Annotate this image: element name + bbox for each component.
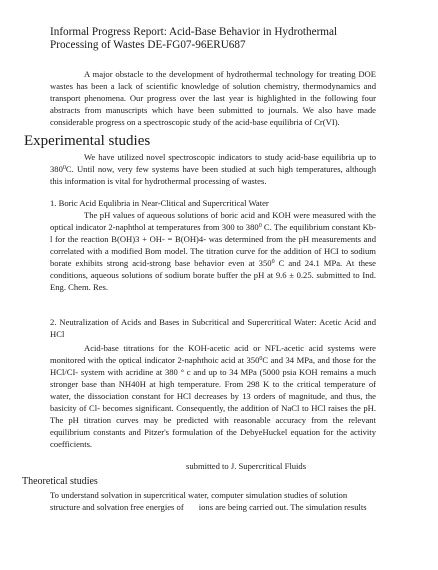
theoretical-heading: Theoretical studies xyxy=(22,476,98,487)
section1-body: The pH values of aqueous solutions of boric acid and KOH were measured with the optical indicator 2-naphthol at temperatures from 300 to $380^0$ C. The equilibrium constant Kb-l for the reaction B(OH)3 + OH- = B(OH)4- was determined from the pH measurements and correlated with a modified Bom model. The titration curve for the addition of HCI to sodium borate exhibits strong acid-strong base behavior even at $350^0$ C and 24.1 MPa. At these conditions, aqueous solutions of sodium borate buffer the pH at 9.6 ± 0.25. submitted to Ind. Eng. Chem. Res. xyxy=(50,210,376,292)
report-title: Informal Progress Report: Acid-Base Behavior in Hydrothermal Processing of Wastes DE-FG07-96ERU687 xyxy=(50,26,338,51)
experimental-intro: We have utilized novel spectroscopic indicators to study acid-base equilibria up to $380^0C$. Until now, very few systems have been studied at such high temperatures, although this information is vital for hydrothermal processing of wastes. xyxy=(50,152,376,186)
section2-heading: 2. Neutralization of Acids and Bases in Subcritical and Supercritical Water: Acetic Acid and HCl xyxy=(50,317,376,339)
intro-paragraph: A major obstacle to the development of hydrothermal technology for treating DOE wastes has been a lack of scientific knowledge of solution chemistry, thermodynamics and transport phenomena. Our progress over the last year is highlighted in the following four abstracts from manuscripts which have been submitted to journals. We also have made considerable progress on a spectroscopic study of the acid-base equilibria of Cr(VI). xyxy=(50,69,376,127)
theoretical-line-1: To understand solvation in supercritical water, computer simulation studies of solution xyxy=(50,490,348,500)
section2-body: Acid-base titrations for the KOH-acetic acid or NFL-acetic acid systems were monitored with the optical indicator 2-naphthoic acid at $350^0C$ and 34 MPa, and those for the HCl/CI- system with acridine at 380 ° c and up to 34 MPa (5000 psia KOH remains a much stronger base than NH40H at high temperature. From 298 K to the critical temperature of water, the dissociation constant for HCl decreases by 13 orders of magnitude, and thus, the basicity of Cl- becomes significant. Consequently, the addition of NaCl to HCl raises the pH. The pH titration curves may be predicted with reasonable accuracy from the relevant equilibrium constants and Pitzer's formulation of the DebyeHuckel equation for the activity coefficients. xyxy=(50,343,376,449)
theoretical-line-2: structure and solvation free energies of ions are being carried out. The simulation results xyxy=(50,502,367,512)
section1-heading: 1. Boric Acid Equlibria in Near-Clitical and Supercritical Water xyxy=(50,198,269,208)
section2-submitted: submitted to J. Supercritical Fluids xyxy=(186,461,307,471)
experimental-heading: Experimental studies xyxy=(24,133,151,149)
